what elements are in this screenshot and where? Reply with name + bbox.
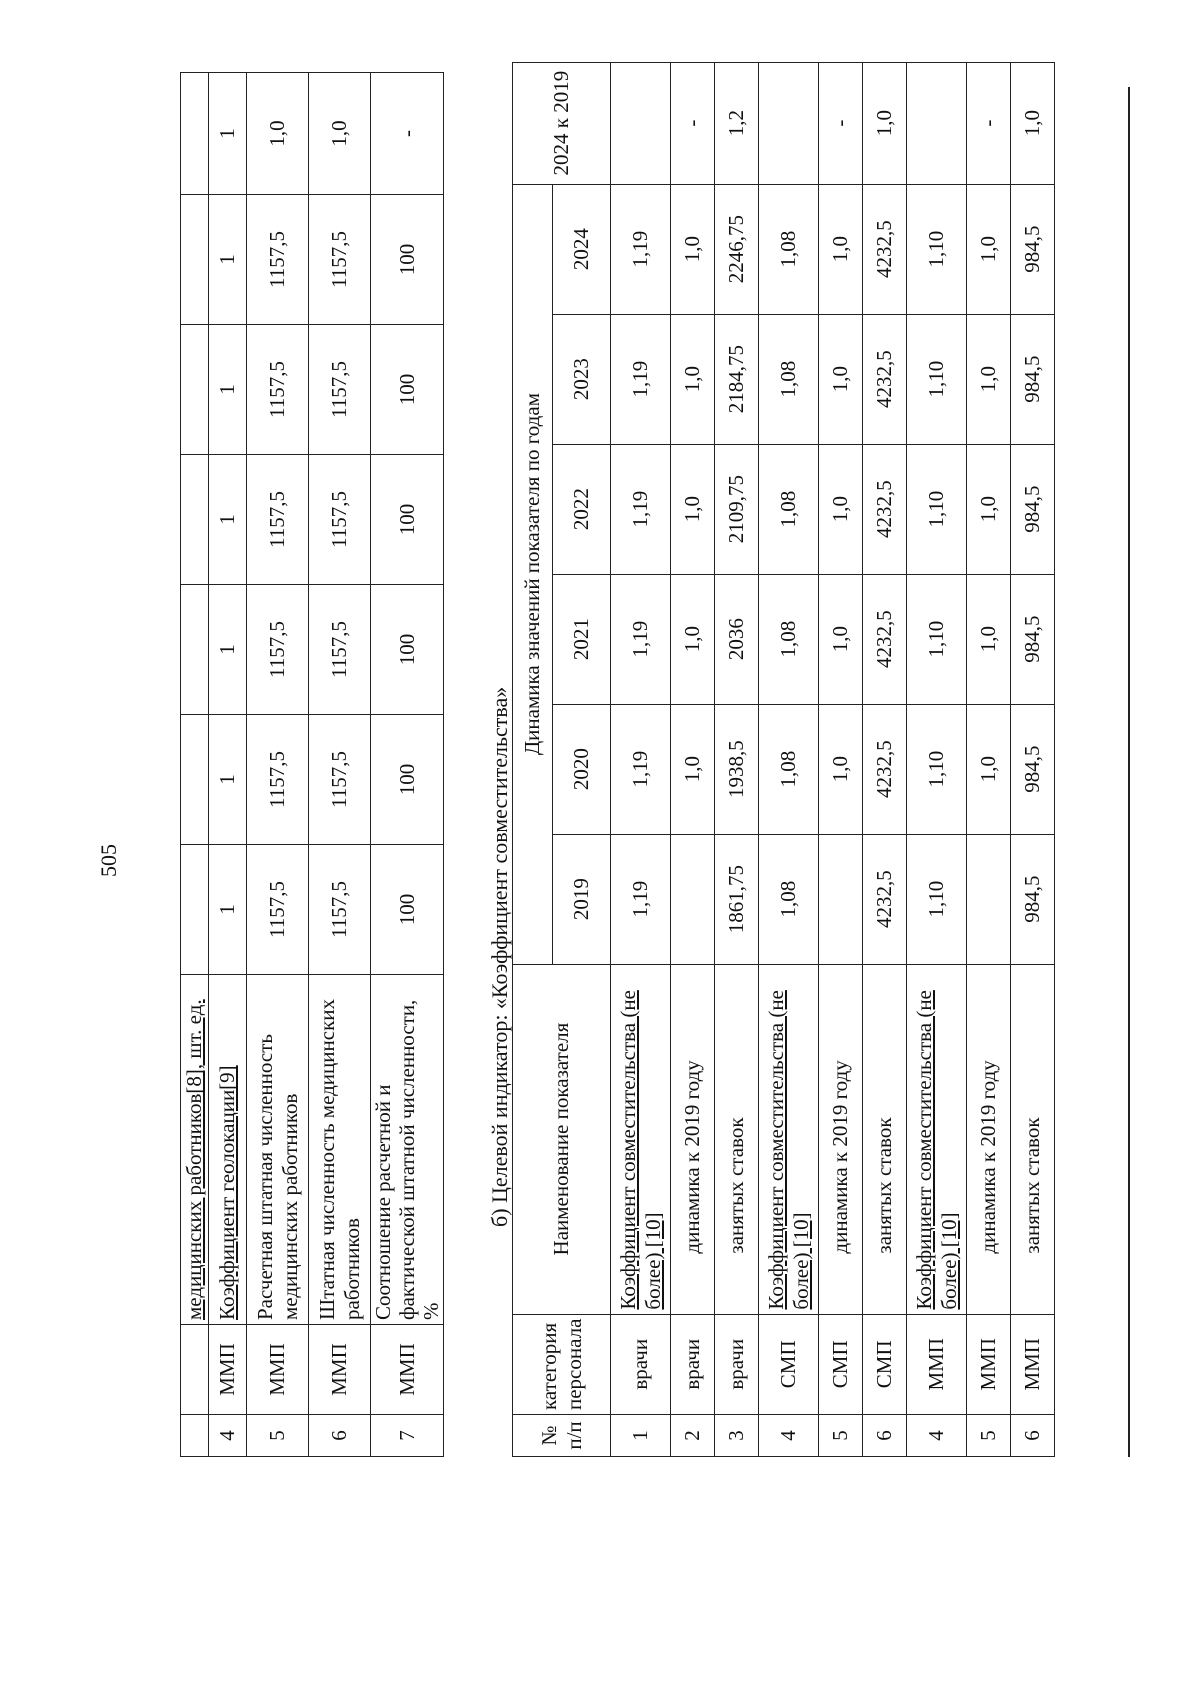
row-name: Коэффициент совместительства (не более) [10] — [759, 964, 819, 1314]
row-num: 6 — [1011, 1415, 1055, 1457]
row-value: 1,0 — [819, 444, 863, 574]
row-value: 1,10 — [907, 834, 967, 964]
row-ratio — [759, 62, 819, 184]
row-num: 4 — [209, 1415, 247, 1457]
row-value: 1861,75 — [715, 834, 759, 964]
row-value: - — [371, 73, 444, 195]
table-b-row — [715, 62, 759, 1456]
row-value: 1157,5 — [309, 715, 371, 845]
row-value: 1,10 — [907, 184, 967, 314]
row-category: ММП — [209, 1325, 247, 1415]
row-value: 4232,5 — [863, 444, 907, 574]
row-value: 1157,5 — [309, 325, 371, 455]
row-value: 1157,5 — [247, 715, 309, 845]
row-category: врачи — [671, 1314, 715, 1414]
row-ratio: - — [819, 62, 863, 184]
row-value — [181, 715, 209, 845]
header-name: Наименование показателя — [513, 964, 611, 1314]
row-num — [181, 1415, 209, 1457]
row-value: 1,08 — [759, 444, 819, 574]
year-header: 2020 — [553, 704, 611, 834]
row-value: 1,0 — [819, 704, 863, 834]
row-value: 1,0 — [247, 73, 309, 195]
header-ratio: 2024 к 2019 — [513, 62, 611, 184]
row-category: ММП — [371, 1325, 444, 1415]
row-name: Соотношение расчетной и фактической штатной численности, % — [371, 975, 444, 1325]
table-b-row — [759, 62, 819, 1456]
row-value: 984,5 — [1011, 574, 1055, 704]
row-name: Коэффициент геолокации[9] — [209, 975, 247, 1325]
row-value: 1,0 — [967, 184, 1011, 314]
table-b-row — [671, 62, 715, 1456]
row-value: 1157,5 — [247, 455, 309, 585]
header-num: № п/п — [513, 1415, 611, 1457]
row-category: СМП — [819, 1314, 863, 1414]
row-num: 3 — [715, 1415, 759, 1457]
row-value: 1,19 — [611, 834, 671, 964]
row-value: 1,10 — [907, 704, 967, 834]
year-header: 2024 — [553, 184, 611, 314]
row-value: 1,0 — [967, 314, 1011, 444]
row-name: занятых ставок — [1011, 964, 1055, 1314]
row-category: ММП — [309, 1325, 371, 1415]
row-value: 1157,5 — [247, 585, 309, 715]
row-value: 984,5 — [1011, 314, 1055, 444]
row-ratio: 1,2 — [715, 62, 759, 184]
row-value: 100 — [371, 715, 444, 845]
row-value — [819, 834, 863, 964]
bottom-rule — [1128, 87, 1130, 1457]
row-value: 1,0 — [671, 314, 715, 444]
row-value — [181, 585, 209, 715]
row-ratio — [611, 62, 671, 184]
year-header: 2021 — [553, 574, 611, 704]
row-name: медицинских работников[8], шт. ед. — [181, 975, 209, 1325]
row-value: 2109,75 — [715, 444, 759, 574]
row-value: 1157,5 — [247, 195, 309, 325]
caption-b: б) Целевой индикатор: «Коэффициент совместительства» — [487, 686, 512, 1227]
row-value — [181, 195, 209, 325]
row-value: 4232,5 — [863, 704, 907, 834]
row-value — [181, 73, 209, 195]
row-value: 1 — [209, 195, 247, 325]
row-value: 1,08 — [759, 314, 819, 444]
row-value — [671, 834, 715, 964]
row-value: 4232,5 — [863, 314, 907, 444]
row-category: ММП — [247, 1325, 309, 1415]
row-value: 1,10 — [907, 314, 967, 444]
table-a — [180, 72, 444, 1457]
row-value: 1,0 — [819, 314, 863, 444]
row-value: 4232,5 — [863, 574, 907, 704]
table-a-row — [309, 73, 371, 1457]
row-value: 100 — [371, 455, 444, 585]
table-b-row — [819, 62, 863, 1456]
row-value — [181, 845, 209, 975]
row-value: 2036 — [715, 574, 759, 704]
row-value: 1157,5 — [247, 845, 309, 975]
row-ratio: - — [967, 62, 1011, 184]
row-value: 1,19 — [611, 444, 671, 574]
row-category: врачи — [715, 1314, 759, 1414]
row-value: 984,5 — [1011, 704, 1055, 834]
year-header: 2019 — [553, 834, 611, 964]
row-value: 1 — [209, 845, 247, 975]
row-value: 1157,5 — [309, 455, 371, 585]
row-ratio — [907, 62, 967, 184]
table-a-row — [247, 73, 309, 1457]
row-value: 100 — [371, 195, 444, 325]
row-ratio: 1,0 — [863, 62, 907, 184]
row-value: 1,08 — [759, 574, 819, 704]
row-num: 1 — [611, 1415, 671, 1457]
row-value: 984,5 — [1011, 444, 1055, 574]
row-value: 1,0 — [967, 704, 1011, 834]
row-value: 1,0 — [309, 73, 371, 195]
table-b-row — [1011, 62, 1055, 1456]
header-category: категория персонала — [513, 1314, 611, 1414]
row-name: динамика к 2019 году — [671, 964, 715, 1314]
row-category: врачи — [611, 1314, 671, 1414]
row-value: 1,0 — [671, 444, 715, 574]
row-value: 1,08 — [759, 704, 819, 834]
row-num: 4 — [759, 1415, 819, 1457]
row-name: занятых ставок — [715, 964, 759, 1314]
row-category: СМП — [863, 1314, 907, 1414]
row-value: 1,19 — [611, 574, 671, 704]
row-name: динамика к 2019 году — [819, 964, 863, 1314]
row-value: 1,19 — [611, 314, 671, 444]
row-value: 1 — [209, 585, 247, 715]
row-value: 1,0 — [967, 574, 1011, 704]
row-value: 100 — [371, 845, 444, 975]
row-value: 1,0 — [967, 444, 1011, 574]
row-num: 6 — [863, 1415, 907, 1457]
row-ratio: 1,0 — [1011, 62, 1055, 184]
row-name: Коэффициент совместительства (не более) [10] — [611, 964, 671, 1314]
row-value: 1,10 — [907, 574, 967, 704]
row-value: 2184,75 — [715, 314, 759, 444]
row-num: 6 — [309, 1415, 371, 1457]
row-value: 100 — [371, 325, 444, 455]
row-num: 5 — [819, 1415, 863, 1457]
row-category: СМП — [759, 1314, 819, 1414]
row-value: 1,0 — [819, 574, 863, 704]
row-value: 2246,75 — [715, 184, 759, 314]
row-value: 100 — [371, 585, 444, 715]
table-a-row — [181, 73, 209, 1457]
row-value: 1,19 — [611, 184, 671, 314]
row-value: 1 — [209, 715, 247, 845]
row-value: 1,0 — [671, 184, 715, 314]
table-a-row — [371, 73, 444, 1457]
page-number: 505 — [96, 844, 121, 877]
table-b-row — [611, 62, 671, 1456]
row-num: 7 — [371, 1415, 444, 1457]
row-category: ММП — [967, 1314, 1011, 1414]
row-value: 1 — [209, 455, 247, 585]
row-name: Штатная численность медицинских работников — [309, 975, 371, 1325]
row-num: 5 — [967, 1415, 1011, 1457]
row-name: динамика к 2019 году — [967, 964, 1011, 1314]
row-name: Коэффициент совместительства (не более) [10] — [907, 964, 967, 1314]
row-value: 1,08 — [759, 184, 819, 314]
header-dynamics: Динамика значений показателя по годам — [513, 184, 553, 964]
row-value: 1,08 — [759, 834, 819, 964]
row-value — [181, 455, 209, 585]
row-category — [181, 1325, 209, 1415]
row-value: 1157,5 — [309, 195, 371, 325]
row-value: 1157,5 — [309, 845, 371, 975]
row-value: 1,0 — [671, 704, 715, 834]
table-b — [512, 62, 1055, 1457]
row-value — [967, 834, 1011, 964]
row-value: 1 — [209, 73, 247, 195]
row-value: 1157,5 — [309, 585, 371, 715]
row-value: 1,0 — [819, 184, 863, 314]
table-b-row — [863, 62, 907, 1456]
row-value: 1 — [209, 325, 247, 455]
row-name: занятых ставок — [863, 964, 907, 1314]
row-value: 1,0 — [671, 574, 715, 704]
row-name: Расчетная штатная численность медицинских работников — [247, 975, 309, 1325]
row-value — [181, 325, 209, 455]
row-value: 1938,5 — [715, 704, 759, 834]
row-value: 4232,5 — [863, 184, 907, 314]
row-value: 984,5 — [1011, 184, 1055, 314]
row-value: 1,19 — [611, 704, 671, 834]
row-num: 5 — [247, 1415, 309, 1457]
row-category: ММП — [907, 1314, 967, 1414]
row-num: 4 — [907, 1415, 967, 1457]
year-header: 2022 — [553, 444, 611, 574]
row-ratio: - — [671, 62, 715, 184]
row-category: ММП — [1011, 1314, 1055, 1414]
table-b-row — [967, 62, 1011, 1456]
row-num: 2 — [671, 1415, 715, 1457]
row-value: 1157,5 — [247, 325, 309, 455]
year-header: 2023 — [553, 314, 611, 444]
row-value: 1,10 — [907, 444, 967, 574]
table-a-row — [209, 73, 247, 1457]
row-value: 984,5 — [1011, 834, 1055, 964]
table-b-row — [907, 62, 967, 1456]
row-value: 4232,5 — [863, 834, 907, 964]
